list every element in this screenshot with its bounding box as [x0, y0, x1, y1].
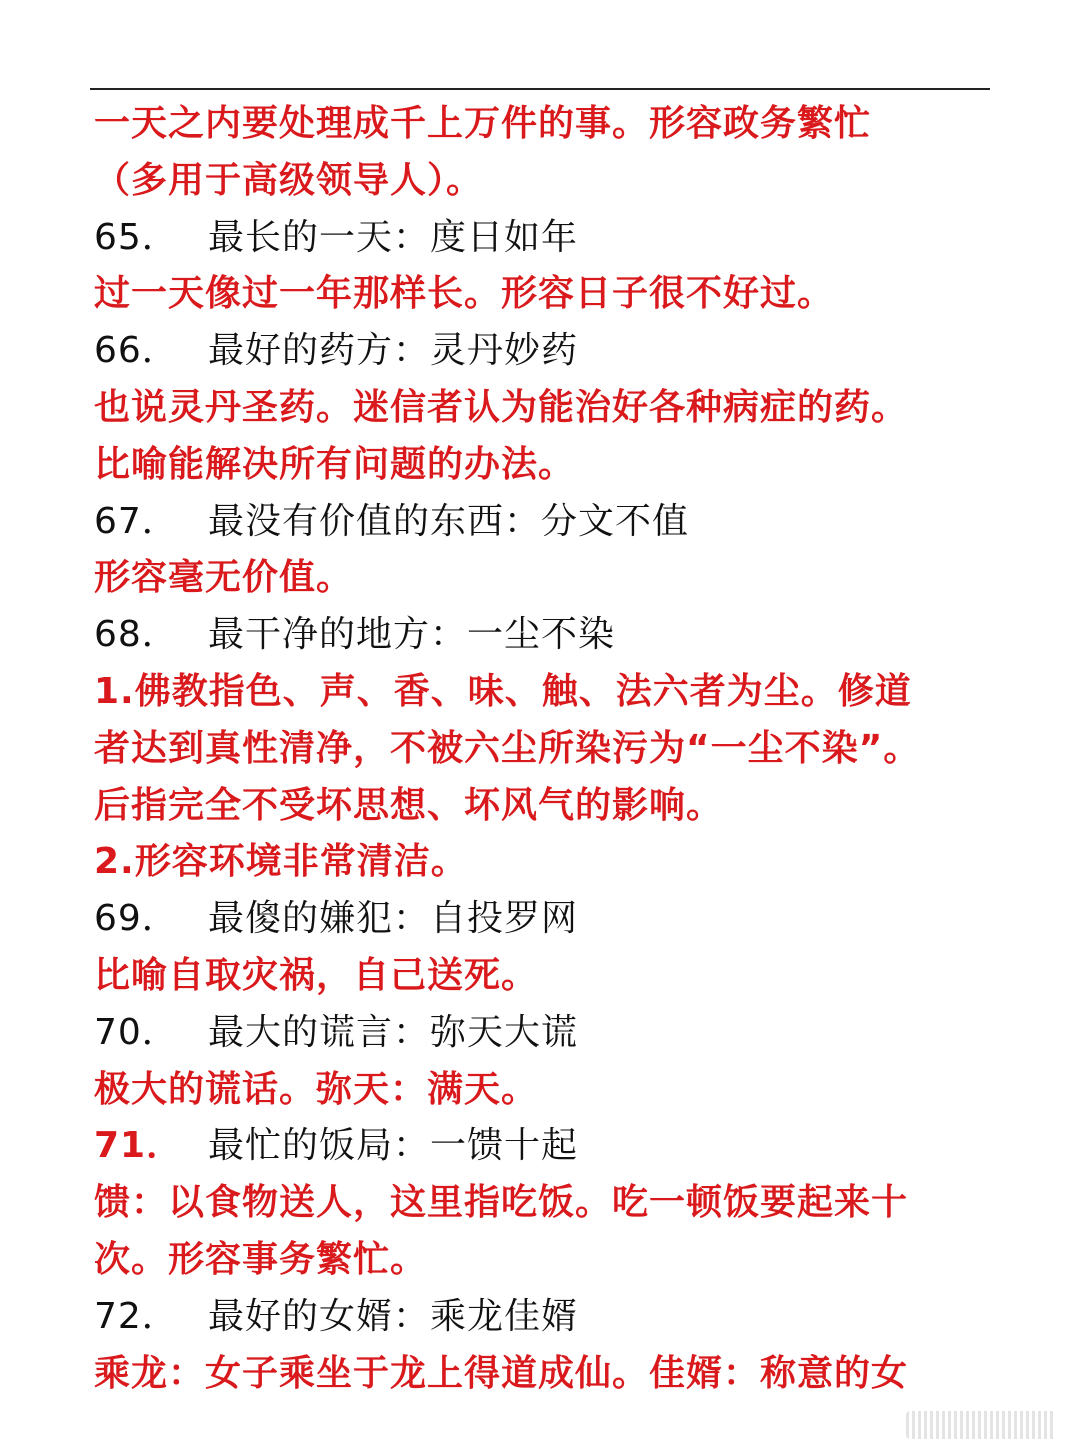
entry-description: 乘龙：女子乘坐于龙上得道成仙。佳婿：称意的女 [94, 1352, 909, 1394]
entry-number: 65． [94, 216, 179, 258]
entry-heading [94, 1289, 994, 1346]
top-divider [90, 88, 990, 90]
entry-title: 最好的药方：灵丹妙药 [208, 330, 579, 372]
entry-description: 1.佛教指色、声、香、味、触、法六者为尘。修道 [94, 670, 912, 712]
entry-title: 最干净的地方：一尘不染 [208, 614, 616, 656]
entry-heading [94, 1118, 994, 1175]
entry-title: 最长的一天：度日如年 [208, 216, 579, 258]
entry-description: 2.形容环境非常清洁。 [94, 841, 468, 883]
entry-number: 67． [94, 500, 179, 542]
entry-description: 极大的谎话。弥天：满天。 [94, 1068, 539, 1110]
entry-number: 69． [94, 898, 179, 940]
entry-title: 最忙的饭局：一馈十起 [208, 1125, 579, 1167]
entry-title: 最傻的嫌犯：自投罗网 [208, 898, 579, 940]
entry-number: 71． [94, 1125, 184, 1167]
entry-description: 过一天像过一年那样长。形容日子很不好过。 [94, 273, 835, 315]
watermark-icon [906, 1411, 1056, 1439]
entry-description: 者达到真性清净，不被六尘所染污为“一尘不染”。 [94, 727, 921, 769]
entry-heading [94, 494, 994, 551]
entry-description: （多用于高级领导人）。 [94, 159, 484, 201]
entry-heading [94, 323, 994, 380]
entry-description: 形容毫无价值。 [94, 557, 354, 599]
entry-description: 比喻自取灾祸，自己送死。 [94, 954, 539, 996]
entry-description: 馈：以食物送人，这里指吃饭。吃一顿饭要起来十 [94, 1182, 909, 1224]
entry-title: 最大的谎言：弥天大谎 [208, 1011, 579, 1053]
entry-number: 68． [94, 614, 179, 656]
entry-heading [94, 210, 994, 267]
entry-number: 70． [94, 1011, 179, 1053]
entry-description: 比喻能解决所有问题的办法。 [94, 443, 576, 485]
idiom-list [94, 96, 994, 1402]
entry-number: 66． [94, 330, 179, 372]
entry-description: 也说灵丹圣药。迷信者认为能治好各种病症的药。 [94, 386, 909, 428]
entry-heading [94, 891, 994, 948]
entry-title: 最好的女婿：乘龙佳婿 [208, 1295, 579, 1337]
entry-heading [94, 1005, 994, 1062]
entry-title: 最没有价值的东西：分文不值 [208, 500, 690, 542]
entry-number: 72． [94, 1295, 179, 1337]
entry-description: 次。形容事务繁忙。 [94, 1238, 428, 1280]
entry-description: 一天之内要处理成千上万件的事。形容政务繁忙 [94, 103, 872, 144]
entry-description: 后指完全不受坏思想、坏风气的影响。 [94, 784, 724, 826]
entry-heading [94, 607, 994, 664]
